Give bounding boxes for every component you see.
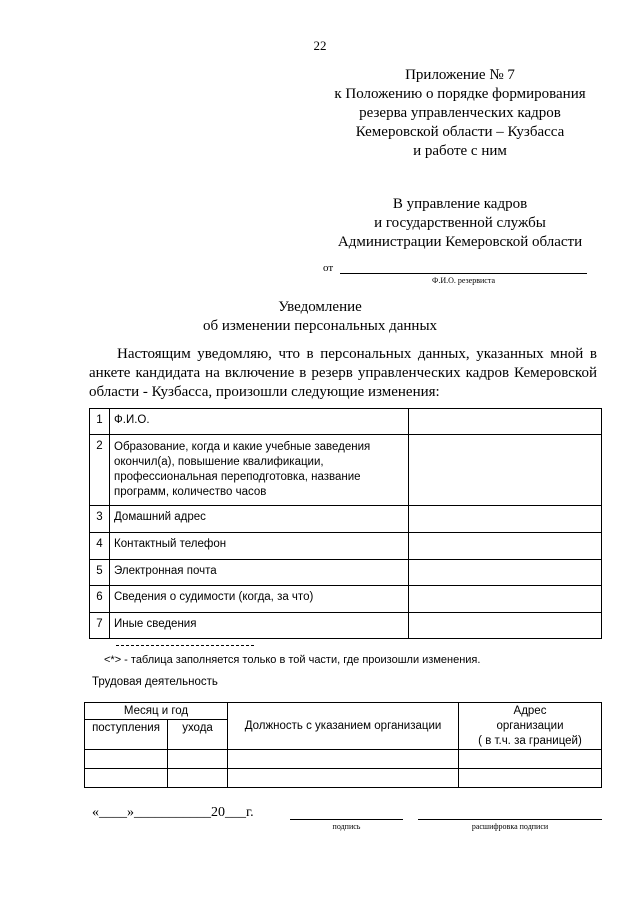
work-activity-title: Трудовая деятельность xyxy=(92,676,218,688)
departure-cell[interactable] xyxy=(168,750,228,769)
address-cell[interactable] xyxy=(459,769,602,788)
signature-decode-line[interactable] xyxy=(418,819,602,820)
row-value-cell[interactable] xyxy=(409,533,602,560)
row-number: 7 xyxy=(90,613,110,639)
row-label: Иные сведения xyxy=(110,613,409,639)
table-row xyxy=(90,613,602,639)
changes-table xyxy=(89,408,602,639)
signature-date[interactable]: «____»___________20___г. xyxy=(92,805,254,820)
row-number: 3 xyxy=(90,506,110,533)
recipient-block xyxy=(320,195,600,252)
row-number: 5 xyxy=(90,560,110,586)
table-row xyxy=(90,586,602,613)
appendix-block xyxy=(320,66,600,161)
admission-cell[interactable] xyxy=(85,769,168,788)
appendix-line: Приложение № 7 xyxy=(405,67,515,83)
intro-paragraph: Настоящим уведомляю, что в персональных данных, указанных мной в анкете кандидата на включение в резерв управленческих кадров Кемеровской области - Кузбасса, произошли следующие изменения: xyxy=(89,346,597,400)
appendix-line: к Положению о порядке формирования xyxy=(334,86,586,102)
address-header-line2: организации xyxy=(496,719,564,732)
footnote-text: <*> - таблица заполняется только в той части, где произошли изменения. xyxy=(104,654,481,666)
document-title-line1: Уведомление xyxy=(278,299,362,315)
row-number: 4 xyxy=(90,533,110,560)
row-number: 2 xyxy=(90,435,110,506)
row-value-cell[interactable] xyxy=(409,409,602,435)
table-row xyxy=(90,409,602,435)
row-label: Сведения о судимости (когда, за что) xyxy=(110,586,409,613)
document-title-line2: об изменении персональных данных xyxy=(202,318,438,334)
signature-caption: подпись xyxy=(332,822,361,831)
table-row xyxy=(90,506,602,533)
position-cell[interactable] xyxy=(228,769,459,788)
page-number: 22 xyxy=(313,38,327,53)
from-name-line[interactable] xyxy=(340,273,587,274)
row-label: Контактный телефон xyxy=(110,533,409,560)
appendix-line: и работе с ним xyxy=(413,143,507,159)
departure-cell[interactable] xyxy=(168,769,228,788)
address-header-line1: Адрес xyxy=(513,704,547,717)
signature-line[interactable] xyxy=(290,819,403,820)
table-row xyxy=(90,560,602,586)
appendix-line: резерва управленческих кадров xyxy=(359,105,561,121)
month-year-header: Месяц и год xyxy=(85,703,228,720)
row-label: Домашний адрес xyxy=(110,506,409,533)
position-cell[interactable] xyxy=(228,750,459,769)
row-label: Ф.И.О. xyxy=(110,409,409,435)
table-row xyxy=(85,750,602,769)
admission-header: поступления xyxy=(85,720,168,750)
row-label: Электронная почта xyxy=(110,560,409,586)
footnote-divider xyxy=(116,645,254,646)
row-value-cell[interactable] xyxy=(409,586,602,613)
from-label: от xyxy=(323,262,334,274)
row-value-cell[interactable] xyxy=(409,506,602,533)
address-header xyxy=(459,703,602,750)
recipient-line: и государственной службы xyxy=(374,215,546,231)
document-title xyxy=(0,298,640,336)
signature-decode-caption: расшифровка подписи xyxy=(471,822,549,831)
row-value-cell[interactable] xyxy=(409,613,602,639)
admission-cell[interactable] xyxy=(85,750,168,769)
address-cell[interactable] xyxy=(459,750,602,769)
table-row xyxy=(85,769,602,788)
appendix-line: Кемеровской области – Кузбасса xyxy=(355,124,565,140)
departure-header: ухода xyxy=(168,720,228,750)
work-header-row xyxy=(85,703,602,720)
recipient-line: В управление кадров xyxy=(392,196,528,212)
table-row xyxy=(90,435,602,506)
row-value-cell[interactable] xyxy=(409,560,602,586)
address-header-line3: ( в т.ч. за границей) xyxy=(478,734,582,747)
work-activity-table xyxy=(84,702,602,788)
table-row xyxy=(90,533,602,560)
row-number: 1 xyxy=(90,409,110,435)
from-caption: Ф.И.О. резервиста xyxy=(432,276,495,285)
row-value-cell[interactable] xyxy=(409,435,602,506)
row-number: 6 xyxy=(90,586,110,613)
position-header: Должность с указанием организации xyxy=(228,703,459,750)
row-label: Образование, когда и какие учебные заведения окончил(а), повышение квалификации, профессиональная переподготовка, название программ, количество часов xyxy=(110,435,409,506)
recipient-line: Администрации Кемеровской области xyxy=(337,234,583,250)
